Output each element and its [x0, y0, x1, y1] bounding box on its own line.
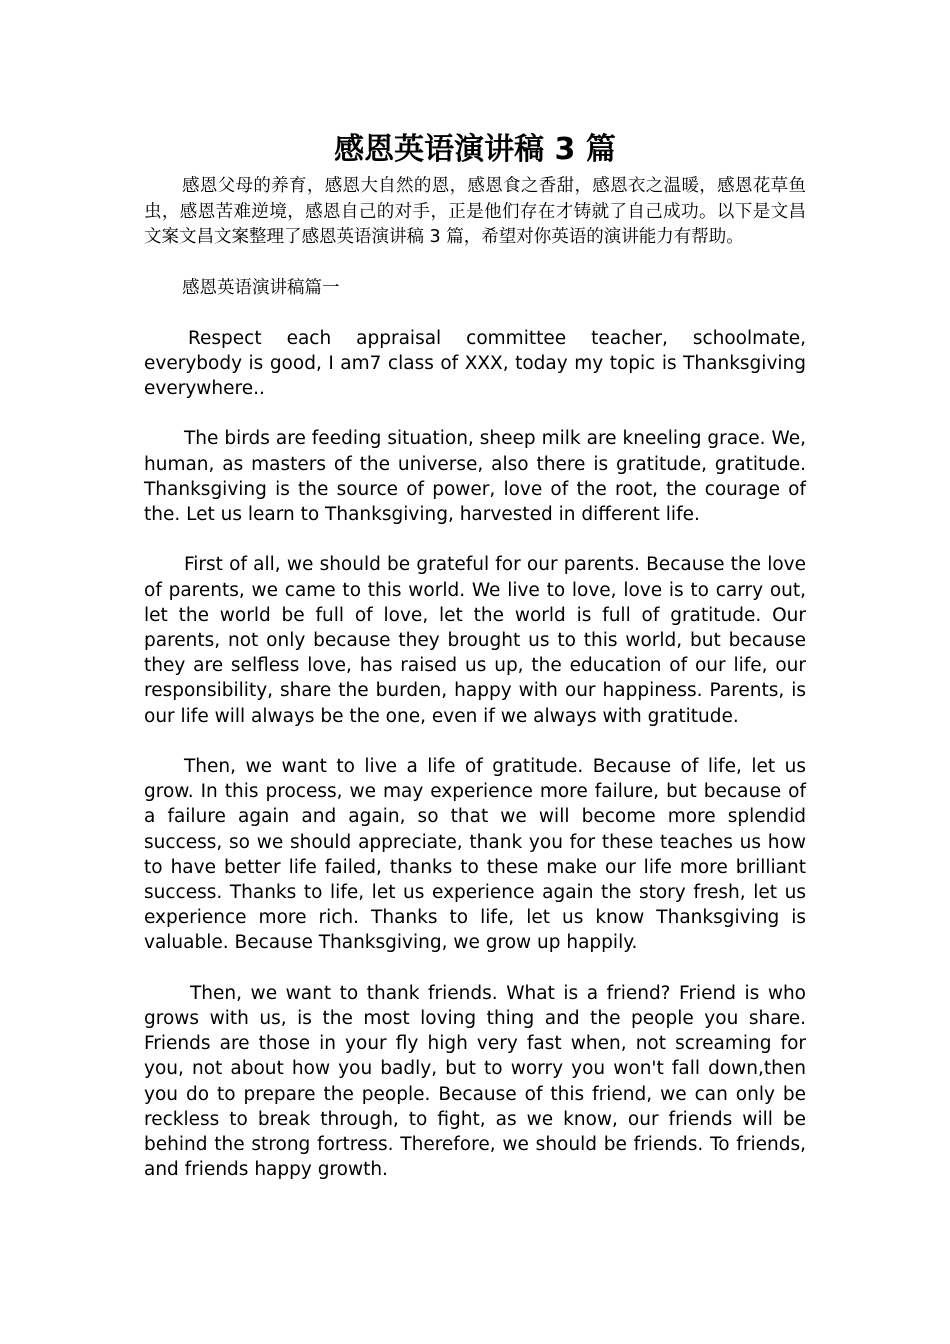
- body-paragraph: Respect each appraisal committee teacher, schoolmate, everybody is good, I am7 class of XXX, today my topic is Thanksgiving everywhere..: [144, 327, 806, 399]
- section-heading: 感恩英语演讲稿篇一: [182, 277, 340, 298]
- intro-paragraph: 感恩父母的养育，感恩大自然的恩，感恩食之香甜，感恩衣之温暖，感恩花草鱼虫，感恩苦难逆境，感恩自己的对手，正是他们存在才铸就了自己成功。以下是文昌文案文昌文案整理了感恩英语演讲稿 3 篇，希望对你英语的演讲能力有帮助。: [144, 176, 806, 247]
- document-title: 感恩英语演讲稿 3 篇: [334, 132, 616, 167]
- document-page: [144, 128, 806, 1208]
- body-paragraph: First of all, we should be grateful for our parents. Because the love of parents, we came to this world. We live to love, love is to carry out, let the world be full of love, let the world is full of gratitude. Our parents, not only because they brought us to this world, but because they are selfless love, has raised us up, the education of our life, our responsibility, share the burden, happy with our happiness. Parents, is our life will always be the one, even if we always with gratitude.: [144, 554, 806, 727]
- body-paragraph: The birds are feeding situation, sheep milk are kneeling grace. We, human, as masters of the universe, also there is gratitude, gratitude. Thanksgiving is the source of power, love of the root, the courage of the. Let us learn to Thanksgiving, harvested in different life.: [144, 428, 806, 525]
- body-paragraph: Then, we want to thank friends. What is a friend? Friend is who grows with us, is the most loving thing and the people you share. Friends are those in your fly high very fast when, not screaming for you, not about how you badly, but to worry you won't fall down,then you do to prepare the people. Because of this friend, we can only be reckless to break through, to fight, as we know, our friends will be behind the strong fortress. Therefore, we should be friends. To friends, and friends happy growth.: [144, 982, 806, 1181]
- body-paragraph: Then, we want to live a life of gratitude. Because of life, let us grow. In this process, we may experience more failure, but because of a failure again and again, so that we will become more splendid success, so we should appreciate, thank you for these teaches us how to have better life failed, thanks to these make our life more brilliant success. Thanks to life, let us experience again the story fresh, let us experience more rich. Thanks to life, let us know Thanksgiving is valuable. Because Thanksgiving, we grow up happily.: [144, 755, 806, 954]
